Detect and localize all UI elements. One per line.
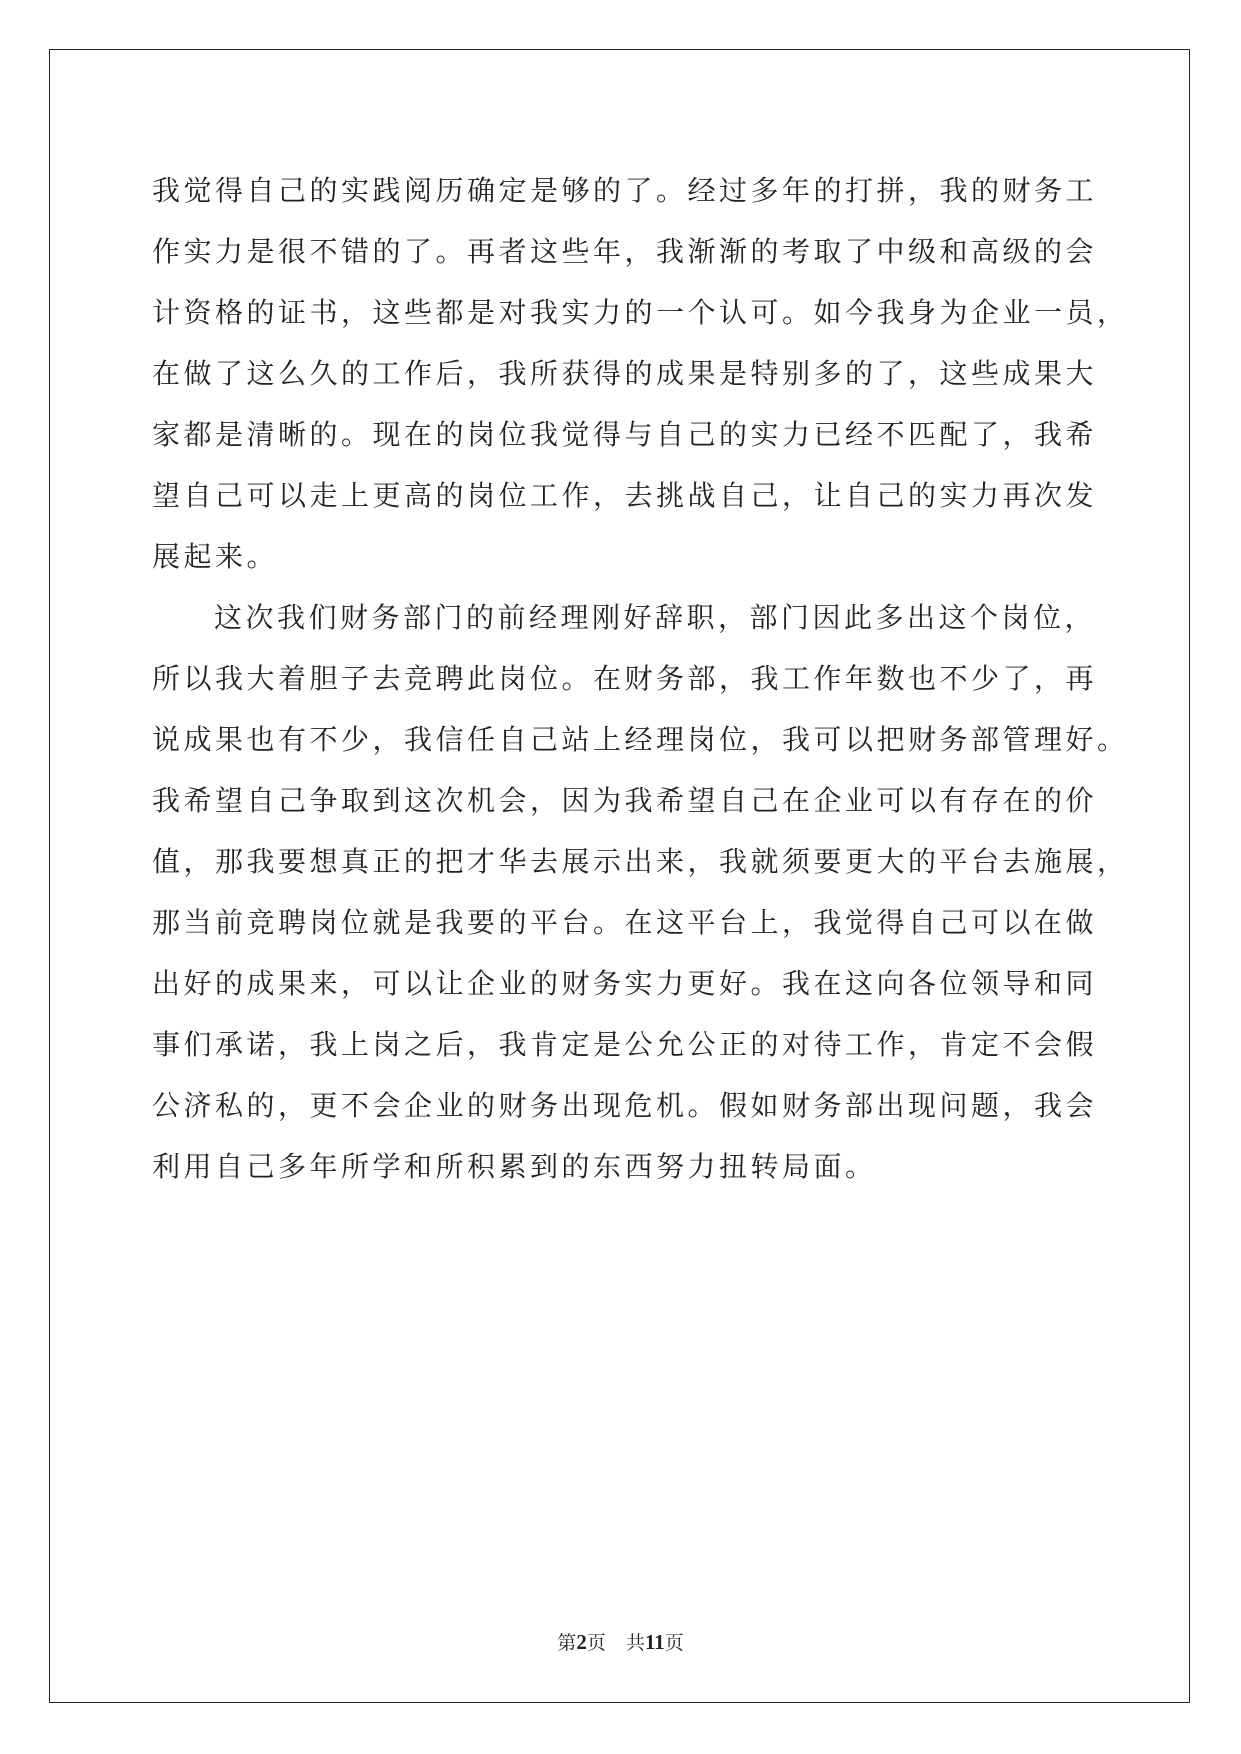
- text-line: 说成果也有不少，我信任自己站上经理岗位，我可以把财务部管理好。: [152, 723, 1129, 756]
- page-total: 11: [644, 1630, 665, 1654]
- text-line: 望自己可以走上更高的岗位工作，去挑战自己，让自己的实力再次发: [152, 479, 1098, 512]
- text-line: 我觉得自己的实践阅历确定是够的了。经过多年的打拼，我的财务工: [152, 174, 1098, 207]
- page-prefix: 第: [557, 1632, 577, 1654]
- text-line: 事们承诺，我上岗之后，我肯定是公允公正的对待工作，肯定不会假: [152, 1028, 1098, 1061]
- document-body: [152, 160, 1129, 1197]
- text-line: 出好的成果来，可以让企业的财务实力更好。我在这向各位领导和同: [152, 967, 1098, 1000]
- text-line: 值，那我要想真正的把才华去展示出来，我就须要更大的平台去施展，: [152, 845, 1129, 878]
- text-line: 在做了这么久的工作后，我所获得的成果是特别多的了，这些成果大: [152, 357, 1098, 390]
- text-line: 公济私的，更不会企业的财务出现危机。假如财务部出现问题，我会: [152, 1089, 1098, 1122]
- text-line: 那当前竞聘岗位就是我要的平台。在这平台上，我觉得自己可以在做: [152, 906, 1098, 939]
- page-current: 2: [576, 1630, 587, 1654]
- text-line: 所以我大着胆子去竞聘此岗位。在财务部，我工作年数也不少了，再: [152, 662, 1098, 695]
- paragraph-start-line: 这次我们财务部门的前经理刚好辞职，部门因此多出这个岗位，: [214, 601, 1097, 634]
- text-line: 展起来。: [152, 540, 279, 573]
- text-line: 我希望自己争取到这次机会，因为我希望自己在企业可以有存在的价: [152, 784, 1098, 817]
- text-line: 家都是清晰的。现在的岗位我觉得与自己的实力已经不匹配了，我希: [152, 418, 1098, 451]
- text-line: 作实力是很不错的了。再者这些年，我渐渐的考取了中级和高级的会: [152, 235, 1098, 268]
- text-line: 计资格的证书，这些都是对我实力的一个认可。如今我身为企业一员，: [152, 296, 1129, 329]
- page-unit: 页: [586, 1632, 606, 1654]
- page-footer: [0, 1628, 1241, 1655]
- total-unit: 页: [664, 1632, 684, 1654]
- total-prefix: 共: [625, 1632, 645, 1654]
- text-line: 利用自己多年所学和所积累到的东西努力扭转局面。: [152, 1150, 877, 1183]
